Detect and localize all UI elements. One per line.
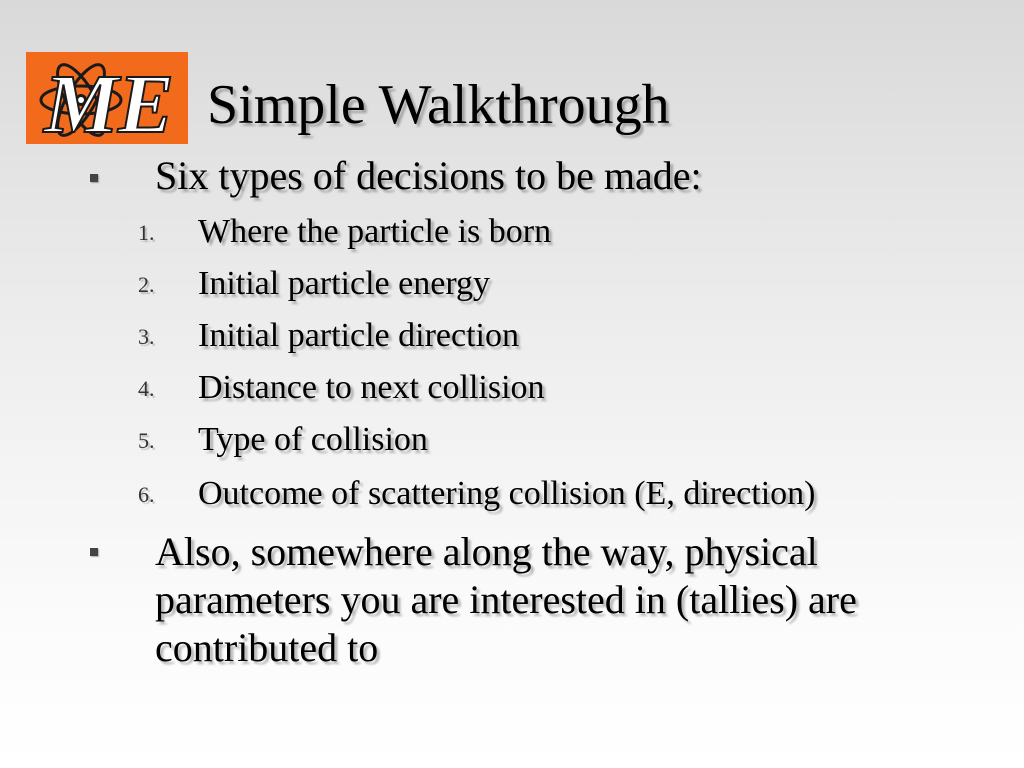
list-item-text: Initial particle energy [198,265,491,302]
svg-text:E: E [118,58,175,144]
square-bullet-icon [90,174,98,182]
slide-title: Simple Walkthrough [207,74,670,136]
atom-me-logo-icon [26,52,188,144]
list-item-text: Where the particle is born [198,213,552,250]
list-item-number: 6. [138,482,155,507]
list-item-text: Initial particle direction [198,317,519,354]
list-item-number: 1. [138,220,155,245]
bullet-text: Also, somewhere along the way, physical parameters you are interested in (tallies) are contributed to [155,529,857,670]
list-item-number: 2. [138,272,155,297]
list-item-text: Distance to next collision [198,369,545,406]
list-item-text: Outcome of scattering collision (E, direction) [198,475,816,512]
list-item-number: 3. [138,324,155,349]
square-bullet-icon [90,548,98,556]
bullet-text: Six types of decisions to be made: [155,153,702,198]
list-item-number: 5. [138,428,155,453]
list-item-text: Type of collision [198,421,428,458]
list-item-number: 4. [138,376,155,401]
svg-text:M: M [44,58,119,144]
